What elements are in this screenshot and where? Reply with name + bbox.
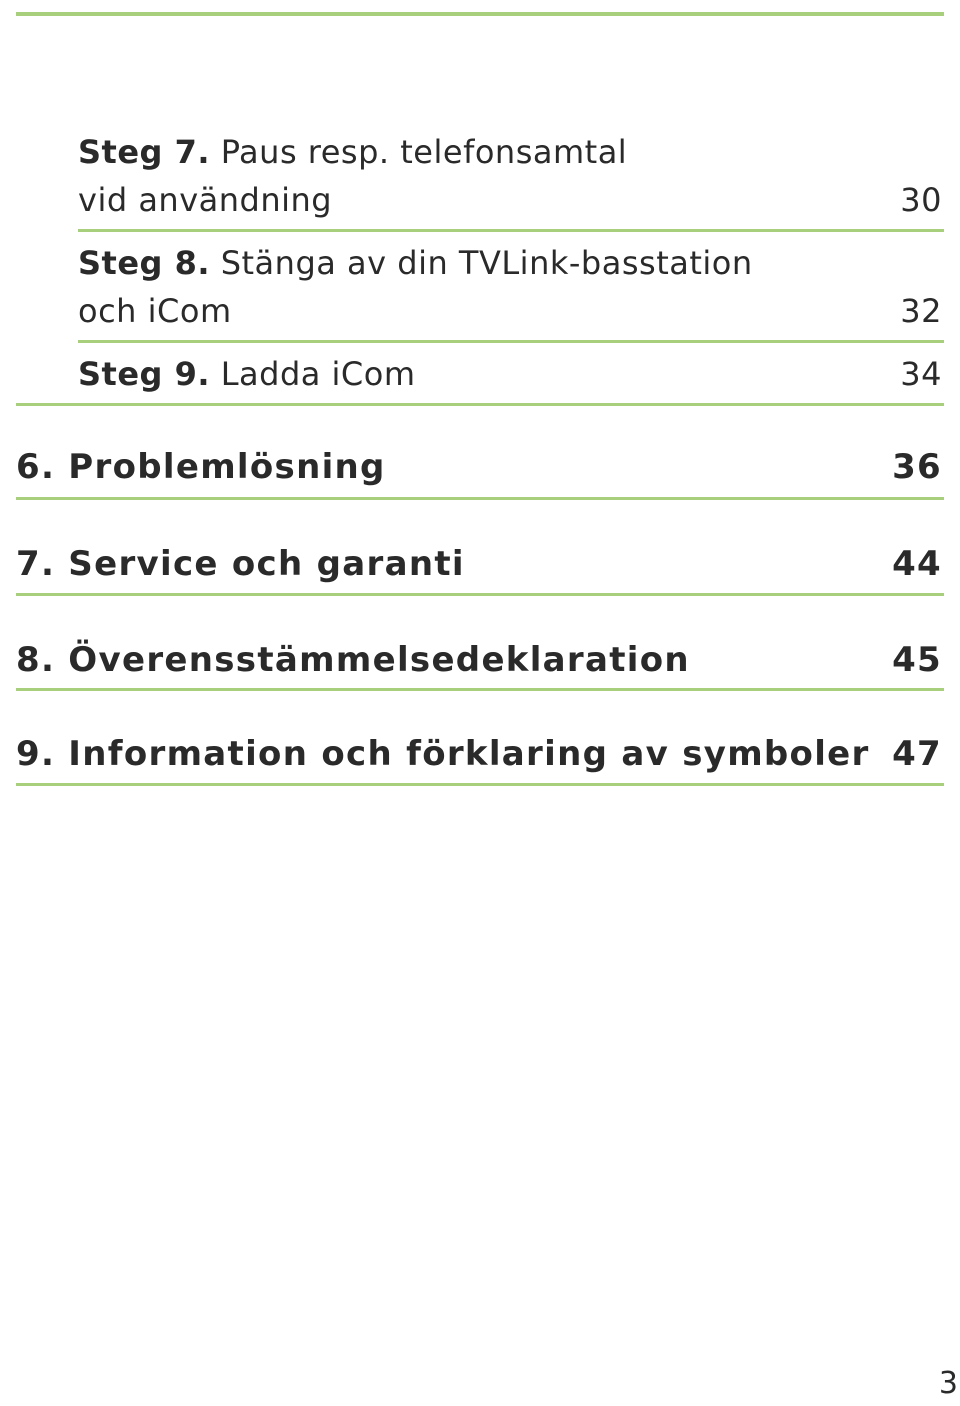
toc-entry-title: Paus resp. telefonsamtal — [220, 133, 628, 171]
toc-divider — [16, 593, 944, 596]
toc-divider — [16, 783, 944, 786]
toc-entry-title: 9. Information och förklaring av symboler — [16, 734, 870, 774]
toc-entry-service-och-garanti[interactable] — [16, 540, 944, 588]
toc-entry-steg-9[interactable] — [78, 350, 944, 398]
toc-entry-title-line2: vid användning — [78, 181, 333, 219]
toc-entry-title-line1 — [78, 239, 944, 287]
toc-entry-information-symboler[interactable] — [16, 730, 944, 778]
toc-step-label: Steg 9. — [78, 355, 211, 393]
toc-divider — [16, 403, 944, 406]
toc-page-number: 47 — [892, 734, 942, 774]
toc-entry-problemlosning[interactable] — [16, 443, 944, 491]
toc-entry-title: Ladda iCom — [220, 355, 416, 393]
toc-entry-title-line1 — [78, 128, 944, 176]
toc-page-number: 36 — [892, 447, 942, 487]
toc-entry-title: 7. Service och garanti — [16, 544, 465, 584]
top-divider — [16, 12, 944, 16]
page-number: 3 — [938, 1366, 958, 1401]
toc-page-number: 30 — [900, 181, 942, 219]
toc-step-label: Steg 8. — [78, 244, 211, 282]
toc-page-number: 45 — [892, 640, 942, 680]
toc-entry-title: Stänga av din TVLink-basstation — [220, 244, 753, 282]
toc-divider — [78, 229, 944, 232]
toc-page-number: 34 — [900, 355, 942, 393]
toc-divider — [16, 497, 944, 500]
toc-entry-title-line1 — [78, 350, 944, 398]
toc-entry-title: 6. Problemlösning — [16, 447, 386, 487]
toc-divider — [78, 340, 944, 343]
toc-page-number: 32 — [900, 292, 942, 330]
toc-entry-title: 8. Överensstämmelsedeklaration — [16, 640, 690, 680]
toc-entry-overensstammelsedeklaration[interactable] — [16, 636, 944, 684]
toc-entry-steg-8[interactable] — [78, 239, 944, 335]
toc-entry-title-line2: och iCom — [78, 292, 232, 330]
toc-step-label: Steg 7. — [78, 133, 211, 171]
toc-page-number: 44 — [892, 544, 942, 584]
toc-entry-steg-7[interactable] — [78, 128, 944, 224]
toc-divider — [16, 688, 944, 691]
